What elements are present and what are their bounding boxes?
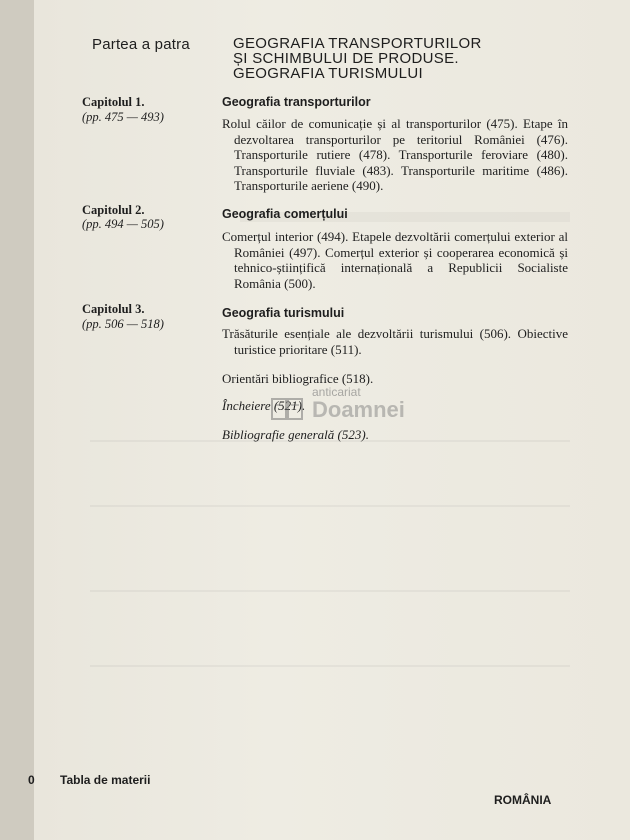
running-footer-left: Tabla de materii <box>60 773 151 787</box>
part-title-line: ȘI SCHIMBULUI DE PRODUSE. <box>233 50 459 67</box>
running-footer-right: ROMÂNIA <box>494 793 552 807</box>
chapter-3-body: Trăsăturile esențiale ale dezvoltării turismului (506). Obiective turistice prioritare (511). <box>222 326 568 357</box>
part-title <box>233 36 482 81</box>
chapter-3-text <box>222 326 568 357</box>
conclusion-entry: Încheiere (521). <box>222 398 306 413</box>
part-title-line: GEOGRAFIA TRANSPORTURILOR <box>233 35 482 52</box>
chapter-3-label: Capitolul 3. <box>82 302 145 316</box>
chapter-1-text <box>222 116 568 194</box>
watermark <box>270 385 405 435</box>
bibliographic-orientation: Orientări bibliografice (518). <box>222 371 374 386</box>
part-title-line: GEOGRAFIA TURISMULUI <box>233 65 423 82</box>
chapter-1-label: Capitolul 1. <box>82 95 145 109</box>
watermark-logo-icon <box>270 395 306 423</box>
chapter-2-label: Capitolul 2. <box>82 203 145 217</box>
chapter-2-pages: (pp. 494 — 505) <box>82 217 164 231</box>
chapter-2-text <box>222 229 568 291</box>
chapter-3-heading: Geografia turismului <box>222 306 345 320</box>
general-bibliography: Bibliografie generală (523). <box>222 427 369 442</box>
chapter-3-pages: (pp. 506 — 518) <box>82 317 164 331</box>
page-number: 0 <box>28 773 35 787</box>
chapter-1-heading: Geografia transporturilor <box>222 95 371 109</box>
chapter-2-body: Comerțul interior (494). Etapele dezvoltării comerțului exterior al României (497). Comerțul exterior și cooperarea economică și tehnico-științifică internațională a Republicii Socialiste România (500). <box>222 229 568 291</box>
watermark-main-text: Doamnei <box>312 397 405 422</box>
chapter-1-body: Rolul căilor de comunicație și al transporturilor (475). Etape în dezvoltarea transporturilor pe teritoriul României (476). Transporturile rutiere (478). Transporturile feroviare (480). Transporturile fluviale (483). Transporturile maritime (486). Transporturile aeriene (490). <box>222 116 568 193</box>
part-label: Partea a patra <box>92 36 190 53</box>
chapter-2-heading: Geografia comerțului <box>222 207 348 221</box>
chapter-1-pages: (pp. 475 — 493) <box>82 110 164 124</box>
watermark-top-text: anticariat <box>312 385 361 399</box>
